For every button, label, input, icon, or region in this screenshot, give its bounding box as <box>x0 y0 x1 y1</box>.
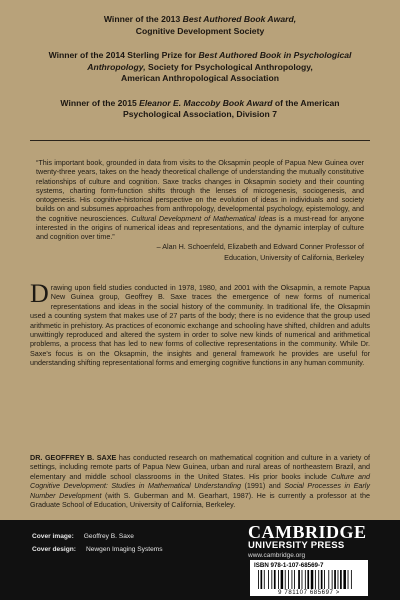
cover-design-credit <box>32 543 163 556</box>
award-org: American Anthropological Association <box>121 73 279 83</box>
quote-body <box>36 158 364 241</box>
bio-text: has conducted research on mathematical cognition and culture in a variety of settings, including remote parts of Papua New Guinea, urban and rural areas of northeastern Brazil, and elementary and middle school classrooms in the United States. His prior books include <box>30 453 370 481</box>
cover-design-label: Cover design: <box>32 546 76 553</box>
award-2013 <box>20 14 380 37</box>
award-title: Best Authored Book in Psychological Anthropology, <box>87 50 352 72</box>
bio-book-title-2: Social Processes in Early Number Development <box>30 481 370 500</box>
barcode-icon <box>258 570 362 589</box>
award-2014 <box>20 50 380 85</box>
quote-book-title: Cultural Development of Mathematical Ideas <box>131 213 277 223</box>
isbn-text: ISBN 978-1-107-68569-7 <box>254 562 324 569</box>
award-title: Best Authored Book Award, <box>182 14 297 24</box>
footer-band <box>0 520 400 600</box>
cover-design-value: Newgen Imaging Systems <box>85 546 163 553</box>
award-2015 <box>20 98 380 121</box>
awards-section <box>20 14 380 134</box>
description-text: rawing upon field studies conducted in 1978, 1980, and 2001 with the Oksapmin, a remote Papua New Guinea group, Geoffrey B. Saxe traces the emergence of new forms of numerical representations and ideas in the social history of the community. In traditional life, the Oksapmin used a counting system that makes use of 27 parts of the body; there is no evidence that the group used arithmetic in prehistory. As practices of economic exchange and schooling have shifted, children and adults unwittingly reproduced and altered the system in order to solve new kinds of numerical and arithmetical problems, a process that has led to new forms of collective representations in the community. While Dr. Saxe's focus is on the Oksapmin, the insights and general framework he provides are useful for understanding shifting representational forms and emerging cognitive functions in any human community. <box>30 283 370 368</box>
award-text-suffix: Society for Psychological Anthropology, <box>145 61 313 72</box>
quote-attribution-2: Education, University of California, Berkeley <box>224 252 364 262</box>
cover-image-label: Cover image: <box>32 533 74 540</box>
publisher-press: UNIVERSITY PRESS <box>248 540 345 551</box>
publisher-logo <box>248 523 368 560</box>
bio-book-title-1: Culture and Cognitive Development: Studies in Mathematical Understanding <box>30 471 370 491</box>
endorsement-quote <box>36 158 364 262</box>
author-bio <box>30 453 370 509</box>
quote-text: “This important book, grounded in data from visits to the Oksapmin people of Papua New Guinea over twenty-three years, takes on the heady theoretical challenge of understanding the mutually constitutive relationships of culture and cognition. Saxe tracks changes in Oksapmin society and their counting systems, charting form-function shifts through the lenses of microgenesis, sociogenesis, and ontogenesis. His cognitive-historical perspective on the evolution of ideas in individuals and society builds on and subsumes approaches from anthropology, developmental psychology, epistemology, and the cognitive neurosciences. <box>36 158 364 223</box>
award-org: Cognitive Development Society <box>135 25 265 36</box>
barcode-digits: 9 781107 685697 > <box>278 590 340 596</box>
award-text-suffix: of the American <box>272 97 340 108</box>
cover-credits <box>32 530 163 556</box>
section-divider <box>30 140 370 141</box>
book-description <box>30 279 370 368</box>
award-text: Winner of the 2014 Sterling Prize for <box>48 50 199 60</box>
cover-image-value: Geoffrey B. Saxe <box>83 533 134 540</box>
award-title: Eleanor E. Maccoby Book Award <box>139 97 273 108</box>
publisher-url: www.cambridge.org <box>248 552 306 559</box>
award-org: Psychological Association, Division 7 <box>123 109 277 119</box>
bio-text: (1991) and <box>240 481 285 491</box>
award-text: Winner of the 2015 <box>60 97 140 108</box>
barcode-panel <box>250 560 368 596</box>
author-name: DR. GEOFFREY B. SAXE <box>30 453 117 462</box>
publisher-name: CAMBRIDGE <box>248 522 367 542</box>
drop-cap: D <box>30 279 49 308</box>
quote-attribution-1: – Alan H. Schoenfeld, Elizabeth and Edward Conner Professor of <box>156 242 364 252</box>
quote-text-end: is a must-read for anyone interested in the origins of numerical ideas and representations, and the dynamic interplay of culture and cognition over time.” <box>36 213 364 241</box>
bio-text: (with S. Guberman and M. Gearhart, 1987). He is currently a professor at the Graduate School of Education, University of California, Berkeley. <box>30 490 370 510</box>
cover-image-credit <box>32 530 163 543</box>
award-text: Winner of the 2013 <box>103 14 183 24</box>
